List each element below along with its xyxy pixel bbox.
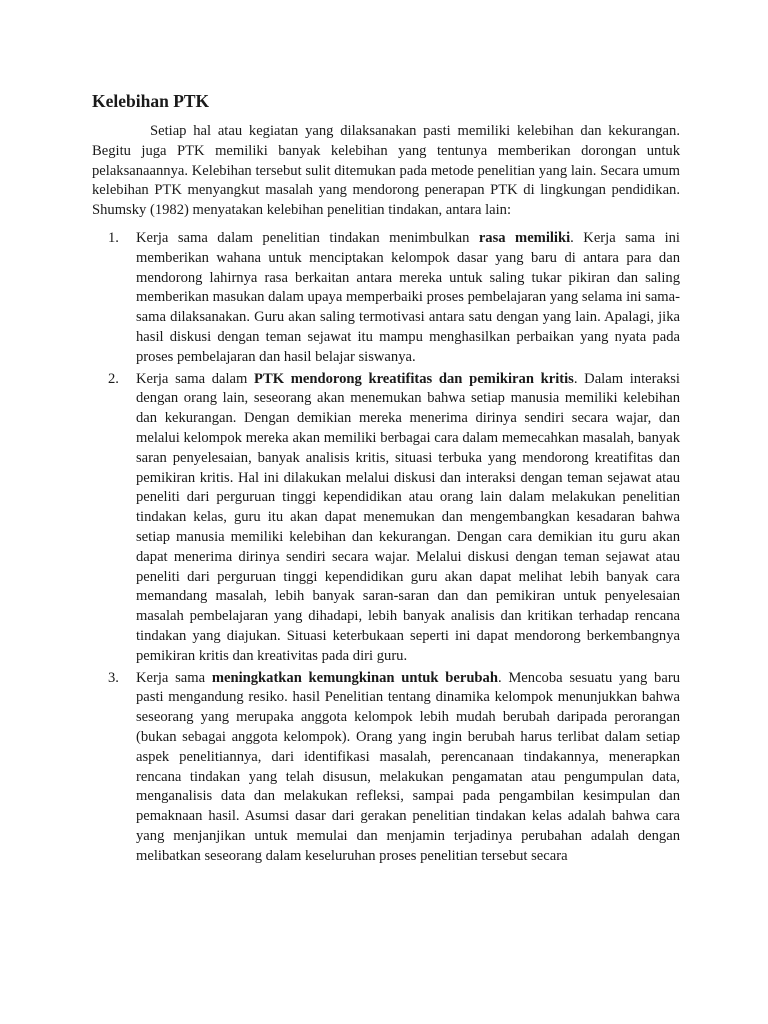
list-item-2 <box>108 370 680 667</box>
numbered-list <box>92 229 680 867</box>
item-body-text: . Kerja sama ini memberikan wahana untuk menciptakan kelompok dasar yang baru di antara para dan mendorong lahirnya rasa berkaitan antara mereka untuk saling tukar pikiran dan saling memberikan masukan dalam upaya memperbaiki proses pembelajaran yang selama ini sama-sama dilaksanakan. Guru akan saling termotivasi antara satu dengan yang lain. Apalagi, jika hasil diskusi dengan teman sejawat itu mampu menghasilkan perbaikan yang nyata pada proses pembelajaran dan hasil belajar siswanya. <box>136 229 680 365</box>
section-heading: Kelebihan PTK <box>92 91 210 111</box>
list-item-3 <box>108 669 680 867</box>
list-number: 2. <box>108 370 119 387</box>
item-bold-phrase: meningkatkan kemungkinan untuk berubah <box>211 669 498 686</box>
list-number: 1. <box>108 229 119 246</box>
item-lead-text: Kerja sama dalam penelitian tindakan menimbulkan <box>136 229 479 246</box>
item-bold-phrase: rasa memiliki <box>478 229 571 246</box>
list-number: 3. <box>108 669 119 686</box>
item-bold-phrase: PTK mendorong kreatifitas dan pemikiran kritis <box>254 370 574 387</box>
intro-paragraph: Setiap hal atau kegiatan yang dilaksanakan pasti memiliki kelebihan dan kekurangan. Begitu juga PTK memiliki banyak kelebihan yang tentunya memberikan dorongan untuk pelaksanaannya. Kelebihan tersebut sulit ditemukan pada metode penelitian yang lain. Secara umum kelebihan PTK menyangkut masalah yang mendorong penerapan PTK di lingkungan pendidikan. Shumsky (1982) menyatakan kelebihan penelitian tindakan, antara lain: <box>92 123 680 219</box>
item-body-text: . Mencoba sesuatu yang baru pasti mengandung resiko. hasil Penelitian tentang dinamika kelompok menunjukkan bahwa seseorang yang merupaka anggota kelompok lebih mudah berubah daripada perorangan (bukan sebagai anggota kelompok). Orang yang ingin berubah harus terlibat dalam setiap aspek penelitiannya, dari identifikasi masalah, perencanaan tindakannya, menerapkan rencana tindakan yang telah disusun, melakukan pengamatan atau pengumpulan data, menganalisis data dan melakukan refleksi, sampai pada pengambilan kesimpulan dan pemaknaan hasil. Asumsi dasar dari gerakan penelitian tindakan kelas adalah bahwa cara yang menjanjikan untuk memulai dan menjamin terjadinya perubahan adalah dengan melibatkan seseorang dalam keseluruhan proses penelitian tersebut secara <box>136 669 680 864</box>
item-body-text: . Dalam interaksi dengan orang lain, seseorang akan menemukan bahwa setiap manusia memiliki kelebihan dan kekurangan. Dengan demikian mereka menerima dirinya sendiri secara wajar, dan melalui kelompok mereka akan memiliki berbagai cara dalam memecahkan masalah, banyak saran penyelesaian, banyak analisis kritis, situasi terbuka yang mendorong kreatifitas dan pemikiran kritis. Hal ini dilakukan melalui diskusi dan interaksi dengan teman sejawat atau peneliti dari perguruan tinggi kependidikan atau orang lain dalam melakukan penelitian tindakan kelas, guru itu akan dapat menemukan dan mengembangkan kesadaran bahwa setiap manusia memiliki kelebihan dan kekurangan. Dengan cara demikian itu guru akan dapat menerima dirinya sendiri secara wajar. Melalui diskusi dengan teman sejawat atau peneliti dari perguruan tinggi kependidikan guru akan dapat melihat lebih banyak cara memandang masalah, lebih banyak saran-saran dan dan pemikiran untuk penyelesaian masalah pembelajaran yang dihadapi, lebih banyak analisis dan kritikan terhadap rencana tindakan yang diajukan. Situasi keterbukaan seperti ini dapat mendorong berkembangnya pemikiran kritis dan kreativitas pada diri guru. <box>136 370 680 664</box>
list-item-1 <box>108 229 680 368</box>
item-lead-text: Kerja sama <box>136 669 212 686</box>
item-lead-text: Kerja sama dalam <box>136 370 255 387</box>
document-page <box>92 90 680 868</box>
